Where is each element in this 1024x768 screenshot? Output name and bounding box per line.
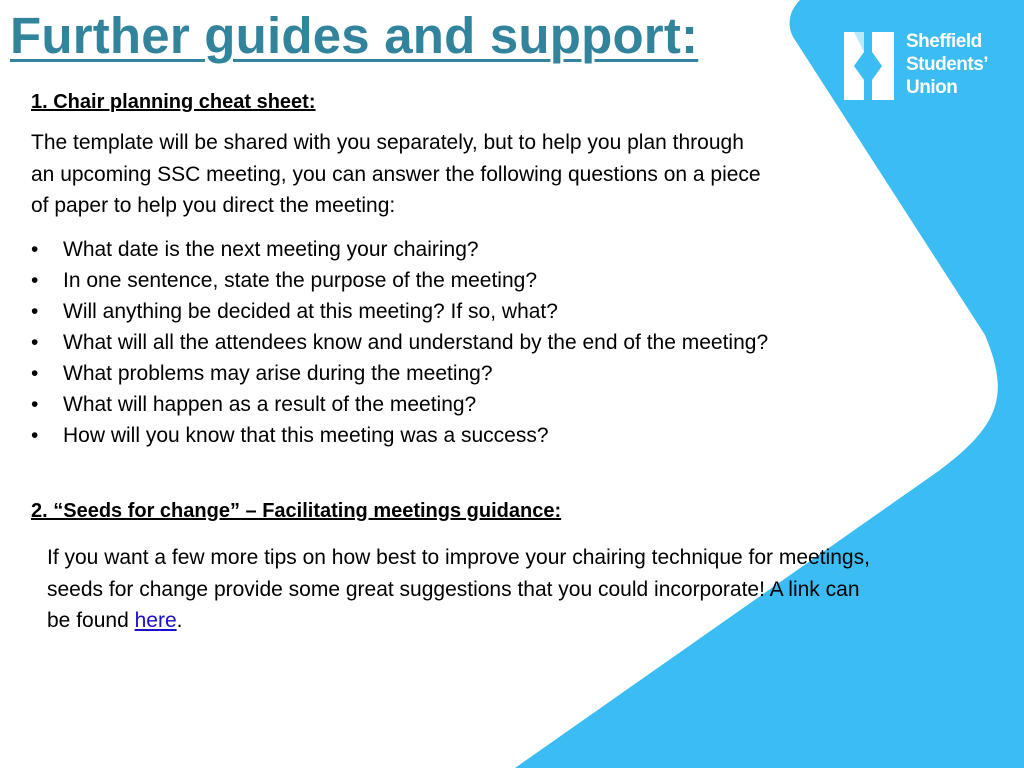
bullet-icon: • xyxy=(31,331,39,354)
section1-heading: 1. Chair planning cheat sheet: xyxy=(31,91,316,113)
bullet-icon: • xyxy=(31,393,39,416)
list-item: • What will happen as a result of the meeting? xyxy=(31,389,768,420)
section2-heading: 2. “Seeds for change” – Facilitating meetings guidance: xyxy=(31,500,562,522)
sheffield-su-shield-icon xyxy=(840,30,898,102)
list-item: • Will anything be decided at this meeting? If so, what? xyxy=(31,296,768,327)
bullet-icon: • xyxy=(31,424,39,447)
seeds-for-change-link[interactable]: here xyxy=(134,609,177,632)
list-item: • In one sentence, state the purpose of the meeting? xyxy=(31,265,768,296)
bullet-icon: • xyxy=(31,238,39,261)
logo-line-3: Union xyxy=(906,77,958,98)
list-item: • What date is the next meeting your chairing? xyxy=(31,234,768,265)
question-list xyxy=(31,234,768,451)
list-item: • What problems may arise during the meeting? xyxy=(31,358,768,389)
slide-title: Further guides and support: xyxy=(10,7,699,64)
bullet-icon: • xyxy=(31,269,39,292)
list-item: • How will you know that this meeting was a success? xyxy=(31,420,768,451)
sheffield-su-logo xyxy=(840,30,988,102)
bullet-icon: • xyxy=(31,362,39,385)
section2-paragraph: If you want a few more tips on how best to improve your chairing technique for meetings, seeds for change provide some great suggestions that you could incorporate! A link can be found here. xyxy=(47,546,870,632)
logo-line-2: Students’ xyxy=(906,54,989,75)
section1-intro: The template will be shared with you separately, but to help you plan through an upcoming SSC meeting, you can answer the following questions on a piece of paper to help you direct the meeting: xyxy=(31,131,761,217)
logo-line-1: Sheffield xyxy=(906,31,982,52)
list-item: • What will all the attendees know and understand by the end of the meeting? xyxy=(31,327,768,358)
bullet-icon: • xyxy=(31,300,39,323)
